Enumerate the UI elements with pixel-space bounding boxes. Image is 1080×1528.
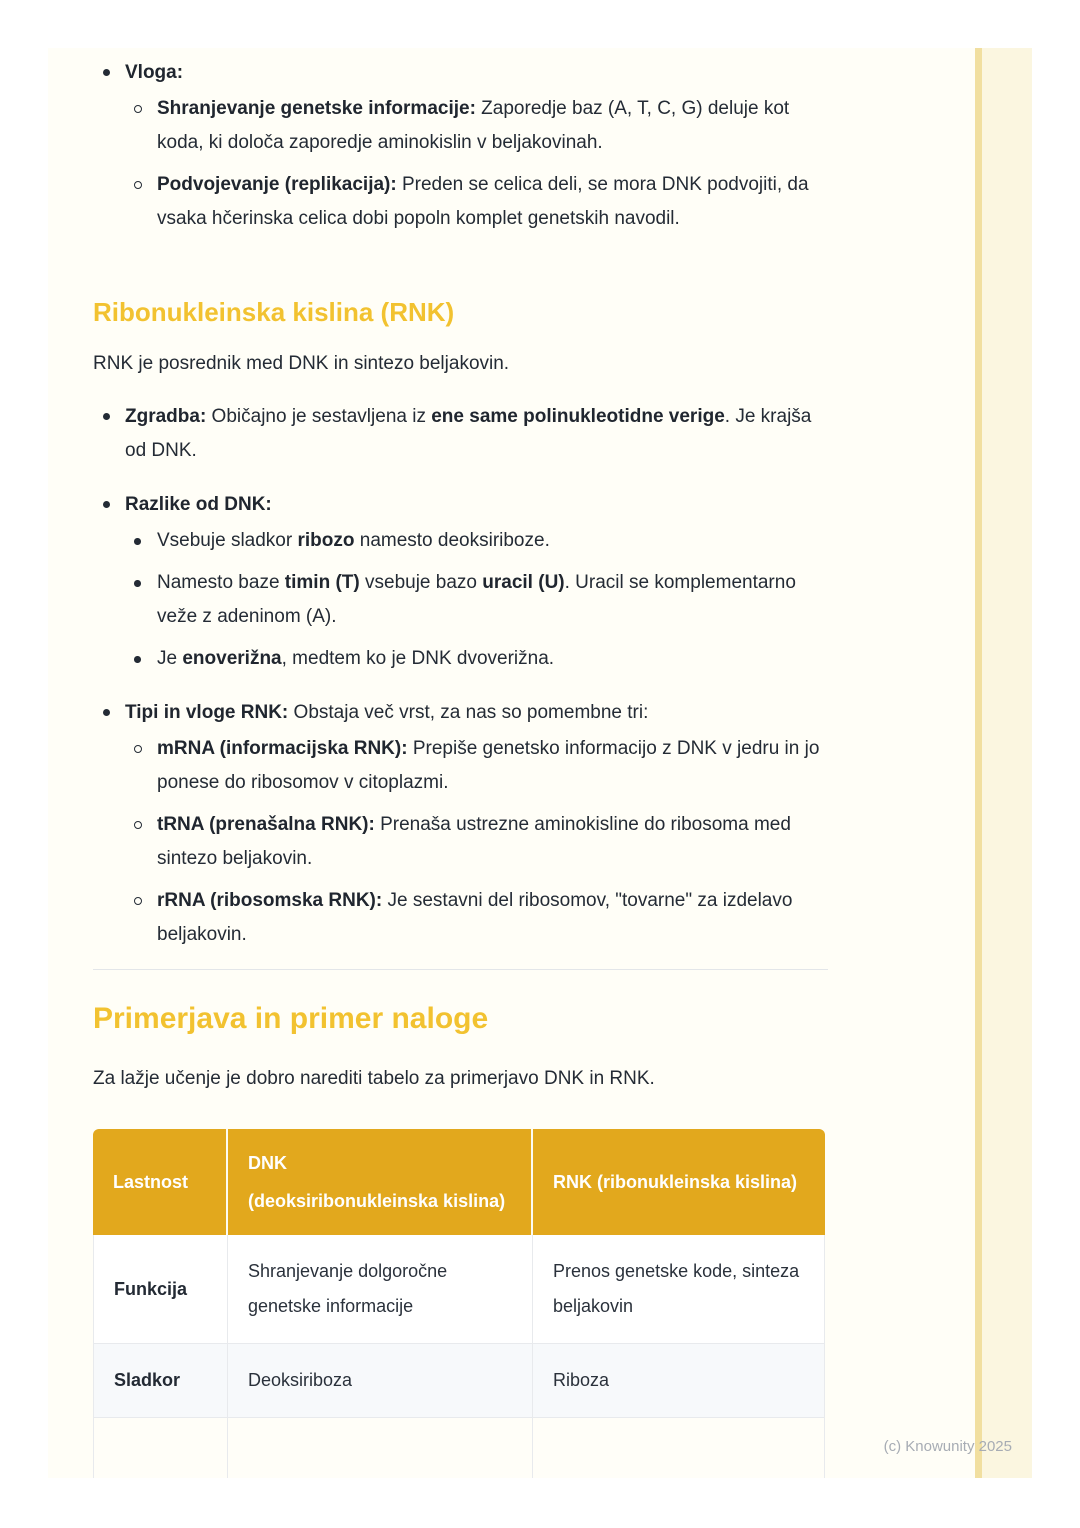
bullet-circle-icon [134, 897, 142, 905]
list-item-text: Podvojevanje (replikacija): Preden se celica deli, se mora DNK podvojiti, da vsaka hčerinska celica dobi popoln komplet genetskih navodil. [157, 174, 809, 229]
bullet-circle-icon [134, 745, 142, 753]
bullet-disc-icon [103, 501, 110, 508]
list-item-razlike [93, 488, 828, 676]
section-heading-primerjava: Primerjava in primer naloge [93, 1002, 489, 1035]
list-item [125, 732, 828, 800]
vloga-section [93, 56, 828, 236]
list-item-label: Vloga: [125, 62, 184, 83]
list-item-text: Zgradba: Običajno je sestavljena iz ene same polinukleotidne verige. Je krajša od DNK. [125, 406, 812, 461]
list-item-label: Razlike od DNK: [125, 494, 272, 515]
bullet-circle-icon [134, 105, 142, 113]
bullet-disc-icon [134, 656, 141, 663]
tipi-sublist [125, 732, 828, 952]
rnk-intro-paragraph: RNK je posrednik med DNK in sintezo beljakovin. [93, 353, 510, 374]
bullet-disc-icon [134, 580, 141, 587]
table-cell: Riboza [533, 1344, 825, 1418]
list-item [125, 566, 828, 634]
watermark: (c) Knowunity 2025 [883, 1438, 1012, 1455]
list-item [125, 168, 828, 236]
table-row-funkcija [93, 1235, 825, 1344]
list-item-text: Namesto baze timin (T) vsebuje bazo uracil (U). Uracil se komplementarno veže z adeninom (A). [157, 572, 796, 627]
table-header-cell-dnk: DNK (deoksiribonukleinska kislina) [228, 1129, 533, 1235]
rnk-section [93, 400, 828, 952]
list-item-text: mRNA (informacijska RNK): Prepiše genetsko informacijo z DNK v jedru in jo ponese do ribosomov v citoplazmi. [157, 738, 820, 793]
list-item-text: Shranjevanje genetske informacije: Zaporedje baz (A, T, C, G) deluje kot koda, ki določa zaporedje aminokislin v beljakovinah. [157, 98, 790, 153]
list-item-tipi [93, 696, 828, 952]
section-heading-rnk: Ribonukleinska kislina (RNK) [93, 297, 455, 327]
bullet-circle-icon [134, 821, 142, 829]
comparison-table-wrapper [93, 1129, 828, 1478]
bullet-disc-icon [103, 69, 110, 76]
list-item [125, 642, 828, 676]
list-item-text: Je enoverižna, medtem ko je DNK dvoverižna. [157, 648, 555, 669]
list-item [125, 92, 828, 160]
comparison-table [93, 1129, 825, 1478]
table-cell: Prenos genetske kode, sinteza beljakovin [533, 1235, 825, 1344]
table-header-row [93, 1129, 825, 1235]
bullet-circle-icon [134, 181, 142, 189]
list-item-zgradba [93, 400, 828, 468]
list-item-text: tRNA (prenašalna RNK): Prenaša ustrezne aminokisline do ribosoma med sintezo beljakovin. [157, 814, 791, 869]
table-cell: Sladkor [93, 1344, 228, 1418]
section-divider [93, 969, 828, 970]
list-item [125, 524, 828, 558]
list-item-text: Tipi in vloge RNK: Obstaja več vrst, za nas so pomembne tri: [125, 702, 649, 723]
table-header-cell-lastnost: Lastnost [93, 1129, 228, 1235]
razlike-sublist [125, 524, 828, 676]
table-cell: Shranjevanje dolgoročne genetske informacije [228, 1235, 533, 1344]
vloga-sublist [125, 92, 828, 236]
primerjava-intro-paragraph: Za lažje učenje je dobro narediti tabelo za primerjavo DNK in RNK. [93, 1068, 655, 1089]
table-row-sladkor [93, 1344, 825, 1418]
document-sheet [48, 48, 1032, 1478]
bullet-disc-icon [103, 413, 110, 420]
vloga-list [93, 56, 828, 236]
table-cell: Funkcija [93, 1235, 228, 1344]
list-item-vloga [93, 56, 828, 236]
table-header [93, 1129, 825, 1235]
bullet-disc-icon [103, 709, 110, 716]
table-header-cell-rnk: RNK (ribonukleinska kislina) [533, 1129, 825, 1235]
list-item [125, 884, 828, 952]
list-item-text: Vsebuje sladkor ribozo namesto deoksiriboze. [157, 530, 550, 551]
rnk-list [93, 400, 828, 952]
list-item [125, 808, 828, 876]
list-item-text: rRNA (ribosomska RNK): Je sestavni del ribosomov, "tovarne" za izdelavo beljakovin. [157, 890, 793, 945]
page-edge-stripe [975, 48, 1032, 1478]
table-cell: Deoksiriboza [228, 1344, 533, 1418]
bullet-disc-icon [134, 538, 141, 545]
